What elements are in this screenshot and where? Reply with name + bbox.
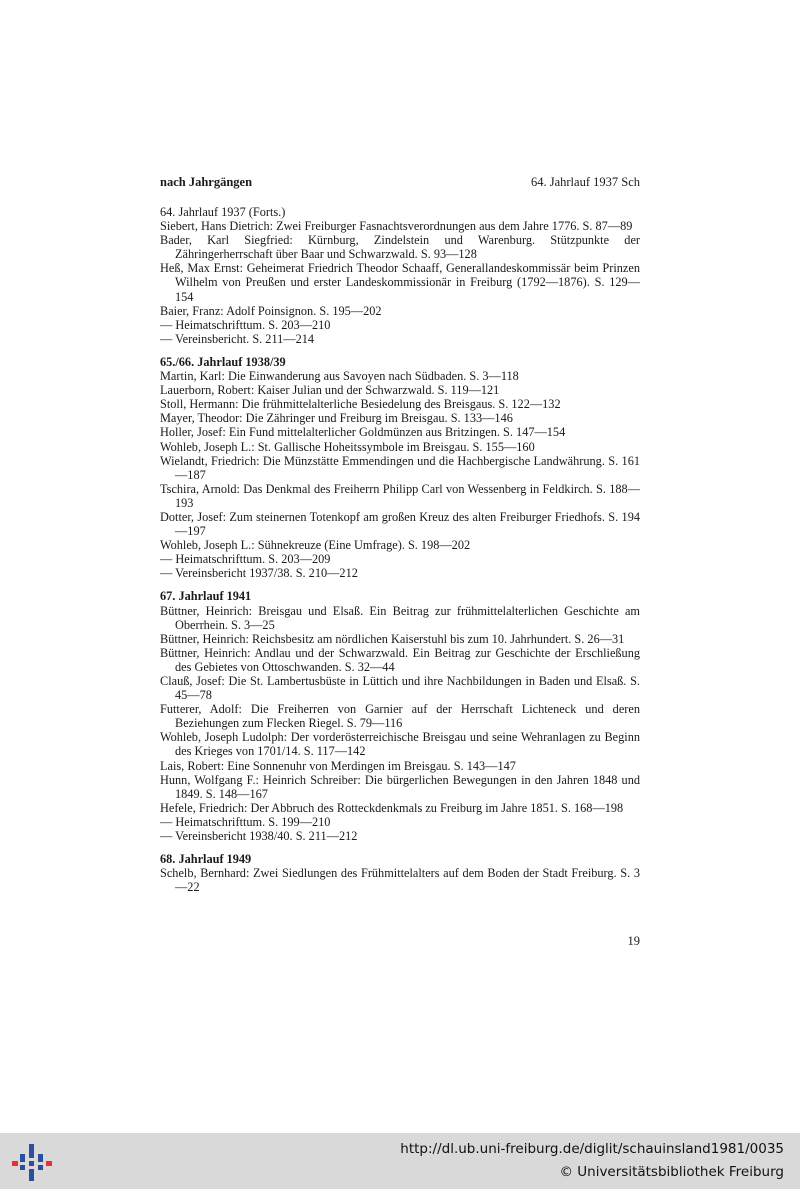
source-url[interactable]: http://dl.ub.uni-freiburg.de/diglit/schauinsland1981/0035: [400, 1141, 784, 1157]
section-heading: 64. Jahrlauf 1937 (Forts.): [160, 205, 286, 219]
bibliography-entry: Wielandt, Friedrich: Die Münzstätte Emmendingen und die Hachbergische Landwährung. S. 161—187: [160, 453, 640, 482]
bibliography-entry: Clauß, Josef: Die St. Lambertusbüste in Lüttich und ihre Nachbildungen in Baden und Elsaß. S. 45—78: [160, 674, 640, 703]
bibliography-entry: Lais, Robert: Eine Sonnenuhr von Merdingen im Breisgau. S. 143—147: [160, 758, 516, 773]
ub-freiburg-logo-icon: [10, 1140, 54, 1184]
bibliography-entry: Büttner, Heinrich: Reichsbesitz am nördlichen Kaiserstuhl bis zum 10. Jahrhundert. S. 26—31: [160, 631, 625, 646]
bibliography-entry: Wohleb, Joseph L.: St. Gallische Hoheitssymbole im Breisgau. S. 155—160: [160, 439, 535, 454]
bibliography-entry: Futterer, Adolf: Die Freiherren von Garnier auf der Herrschaft Lichteneck und deren Beziehungen zum Flecken Riegel. S. 79—116: [160, 702, 640, 731]
bibliography-entry: Wohleb, Joseph Ludolph: Der vorderösterreichische Breisgau und seine Wehranlagen zu Beginn des Krieges von 1701/14. S. 117—142: [160, 730, 640, 759]
section-heading: 68. Jahrlauf 1949: [160, 852, 252, 867]
running-head-right: 64. Jahrlauf 1937 Sch: [530, 175, 640, 189]
bibliography-entry: Schelb, Bernhard: Zwei Siedlungen des Frühmittelalters auf dem Boden der Stadt Freiburg. S. 3—22: [160, 866, 640, 895]
bibliography-entry: Dotter, Josef: Zum steinernen Totenkopf am großen Kreuz des alten Freiburger Friedhofs. S. 194—197: [160, 509, 640, 539]
bibliography-entry: — Heimatschrifttum. S. 203—209: [160, 552, 331, 567]
bibliography-entry: Baier, Franz: Adolf Poinsignon. S. 195—202: [160, 303, 382, 318]
bibliography-section: [160, 589, 640, 843]
bibliography-entry: Heß, Max Ernst: Geheimerat Friedrich Theodor Schaaff, Generallandeskommissär beim Prinzen Wilhelm von Preußen und erster Landeskommissionär in Freiburg (1792—1876). S. 129—154: [160, 261, 640, 304]
bibliography-section: [160, 205, 640, 346]
running-head-left: nach Jahrgängen: [160, 175, 253, 189]
bibliography-entry: — Heimatschrifttum. S. 199—210: [160, 814, 331, 829]
bibliography-entry: Bader, Karl Siegfried: Kürnburg, Zindelstein und Warenburg. Stützpunkte der Zähringerherrschaft über Baar und Schwarzwald. S. 93—128: [160, 233, 640, 262]
bibliography-entry: Büttner, Heinrich: Breisgau und Elsaß. Ein Beitrag zur frühmittelalterlichen Geschichte am Oberrhein. S. 3—25: [160, 603, 640, 632]
bibliography-entry: — Heimatschrifttum. S. 203—210: [160, 317, 331, 332]
bibliography-entry: Siebert, Hans Dietrich: Zwei Freiburger Fasnachtsverordnungen aus dem Jahre 1776. S. 87—89: [160, 219, 633, 234]
copyright-notice: © Universitätsbibliothek Freiburg: [559, 1164, 784, 1180]
bibliography-entry: Stoll, Hermann: Die frühmittelalterliche Besiedelung des Breisgaus. S. 122—132: [160, 397, 561, 412]
bibliography-section: [160, 355, 640, 581]
bibliography-entry: Holler, Josef: Ein Fund mittelalterlicher Goldmünzen aus Britzingen. S. 147—154: [160, 425, 566, 440]
bibliography-entry: Büttner, Heinrich: Andlau und der Schwarzwald. Ein Beitrag zur Geschichte der Erschließung des Gebietes von Ottoschwanden. S. 32—44: [160, 645, 640, 674]
page-number: 19: [627, 934, 640, 948]
bibliography-entry: — Vereinsbericht. S. 211—214: [160, 331, 315, 346]
bibliography-entry: Martin, Karl: Die Einwanderung aus Savoyen nach Südbaden. S. 3—118: [160, 369, 519, 384]
bibliography-entry: Tschira, Arnold: Das Denkmal des Freiherrn Philipp Carl von Wessenberg in Feldkirch. S. 188—193: [160, 481, 640, 510]
bibliography-list: [160, 205, 640, 903]
bibliography-entry: Mayer, Theodor: Die Zähringer und Freiburg im Breisgau. S. 133—146: [160, 411, 513, 426]
bibliography-entry: Wohleb, Joseph L.: Sühnekreuze (Eine Umfrage). S. 198—202: [160, 538, 471, 553]
bibliography-entry: — Vereinsbericht 1938/40. S. 211—212: [160, 829, 358, 844]
bibliography-entry: Hunn, Wolfgang F.: Heinrich Schreiber: Die bürgerlichen Bewegungen in den Jahren 1848 und 1849. S. 148—167: [160, 772, 640, 801]
bibliography-entry: — Vereinsbericht 1937/38. S. 210—212: [160, 566, 358, 581]
bibliography-section: [160, 852, 640, 894]
footer-bar: [0, 1133, 800, 1189]
bibliography-entry: Lauerborn, Robert: Kaiser Julian und der Schwarzwald. S. 119—121: [160, 383, 500, 398]
section-heading: 67. Jahrlauf 1941: [160, 589, 252, 604]
section-heading: 65./66. Jahrlauf 1938/39: [160, 354, 286, 369]
bibliography-entry: Hefele, Friedrich: Der Abbruch des Rotteckdenkmals zu Freiburg im Jahre 1851. S. 168—198: [160, 800, 624, 815]
